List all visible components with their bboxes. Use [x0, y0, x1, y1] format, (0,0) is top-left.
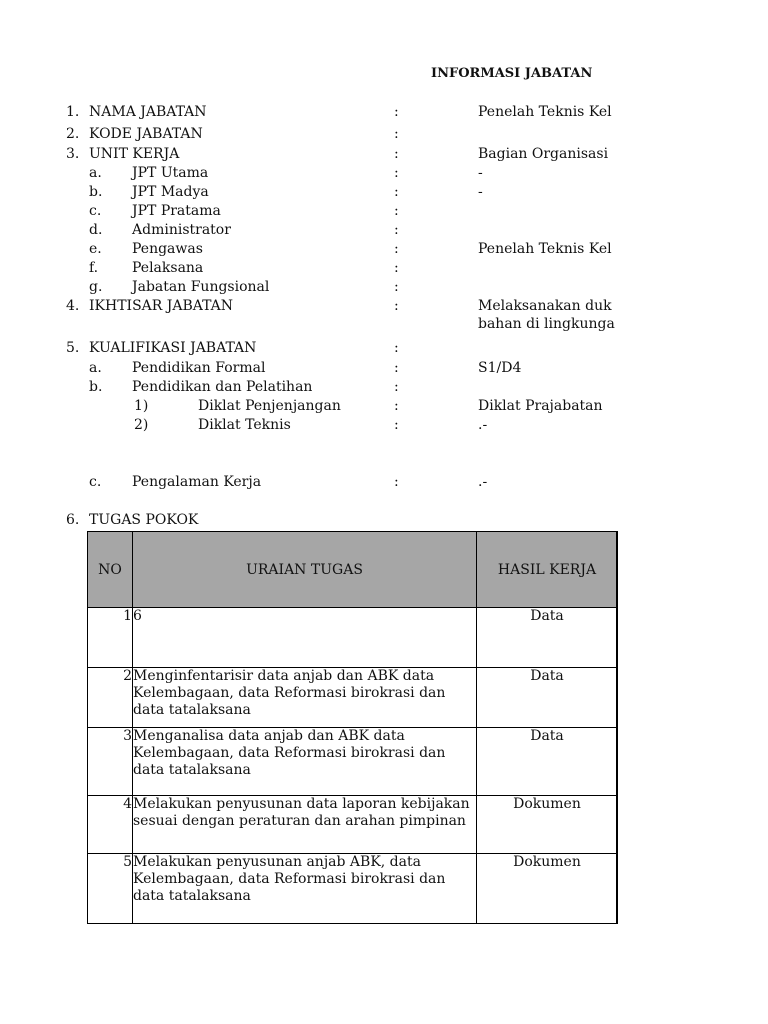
- item-label: JPT Utama: [132, 165, 209, 181]
- item-colon: :: [394, 417, 399, 433]
- item-number: b.: [89, 379, 103, 395]
- item-label: Pendidikan Formal: [132, 360, 266, 376]
- table-row: [88, 608, 618, 668]
- item-label: Pengalaman Kerja: [132, 474, 262, 490]
- table-right-border: [616, 531, 617, 923]
- table-row: [88, 668, 618, 728]
- item-label: Jabatan Fungsional: [132, 279, 270, 295]
- item-label: JPT Pratama: [132, 203, 221, 219]
- row-uraian: Melakukan penyusunan anjab ABK, data Kelembagaan, data Reformasi birokrasi dan data tatalaksana: [133, 854, 477, 924]
- item-number: c.: [89, 474, 102, 490]
- item-number: d.: [89, 222, 103, 238]
- item-label: Pendidikan dan Pelatihan: [132, 379, 313, 395]
- item-value: Penelah Teknis Kel: [478, 241, 612, 257]
- item-value: -: [478, 165, 483, 181]
- item-value: .-: [478, 417, 488, 433]
- item-value: Bagian Organisasi: [478, 146, 609, 162]
- row-uraian: Menganalisa data anjab dan ABK data Kelembagaan, data Reformasi birokrasi dan data tatalaksana: [133, 728, 477, 796]
- item-colon: :: [394, 360, 399, 376]
- header-uraian-tugas: URAIAN TUGAS: [133, 532, 477, 608]
- item-label: JPT Madya: [132, 184, 209, 200]
- item-number: 2): [134, 417, 149, 433]
- item-colon: :: [394, 260, 399, 276]
- row-uraian: 6: [133, 608, 477, 668]
- row-number: 4: [88, 796, 133, 854]
- row-number: 3: [88, 728, 133, 796]
- row-hasil: Data: [477, 728, 618, 796]
- item-value: Penelah Teknis Kel: [478, 104, 612, 120]
- item-colon: :: [394, 222, 399, 238]
- item-colon: :: [394, 146, 399, 162]
- item-colon: :: [394, 298, 399, 314]
- table-row: [88, 728, 618, 796]
- item-label: NAMA JABATAN: [89, 104, 207, 120]
- item-number: 1.: [66, 104, 80, 120]
- item-number: f.: [89, 260, 99, 276]
- item-number: 4.: [66, 298, 80, 314]
- item-number: a.: [89, 165, 102, 181]
- item-number: g.: [89, 279, 103, 295]
- item-value: Melaksanakan duk: [478, 298, 612, 314]
- row-hasil: Data: [477, 668, 618, 728]
- item-number: 2.: [66, 126, 80, 142]
- row-number: 2: [88, 668, 133, 728]
- item-label: Pengawas: [132, 241, 203, 257]
- row-hasil: Dokumen: [477, 796, 618, 854]
- item-label: Administrator: [132, 222, 231, 238]
- tugas-pokok-table: [87, 531, 618, 924]
- item-label: UNIT KERJA: [89, 146, 180, 162]
- document-title: INFORMASI JABATAN: [431, 66, 593, 81]
- item-colon: :: [394, 379, 399, 395]
- section-heading: TUGAS POKOK: [89, 512, 199, 528]
- table-row: [88, 854, 618, 924]
- header-hasil-kerja: HASIL KERJA: [477, 532, 618, 608]
- item-colon: :: [394, 279, 399, 295]
- item-colon: :: [394, 340, 399, 356]
- item-value-continued: bahan di lingkunga: [478, 316, 615, 332]
- item-label: KUALIFIKASI JABATAN: [89, 340, 257, 356]
- item-value: .-: [478, 474, 488, 490]
- row-number: 5: [88, 854, 133, 924]
- item-colon: :: [394, 398, 399, 414]
- row-uraian: Menginfentarisir data anjab dan ABK data Kelembagaan, data Reformasi birokrasi dan data tatalaksana: [133, 668, 477, 728]
- item-label: IKHTISAR JABATAN: [89, 298, 234, 314]
- item-value: -: [478, 184, 483, 200]
- row-hasil: Dokumen: [477, 854, 618, 924]
- item-number: e.: [89, 241, 102, 257]
- item-colon: :: [394, 126, 399, 142]
- table-row: [88, 796, 618, 854]
- item-number: c.: [89, 203, 102, 219]
- item-label: Diklat Penjenjangan: [198, 398, 341, 414]
- item-value: Diklat Prajabatan: [478, 398, 603, 414]
- item-colon: :: [394, 241, 399, 257]
- item-number: 5.: [66, 340, 80, 356]
- row-uraian: Melakukan penyusunan data laporan kebijakan sesuai dengan peraturan dan arahan pimpinan: [133, 796, 477, 854]
- item-label: Pelaksana: [132, 260, 204, 276]
- item-number: 6.: [66, 512, 80, 528]
- item-number: 1): [134, 398, 149, 414]
- header-no: NO: [88, 532, 133, 608]
- row-number: 1: [88, 608, 133, 668]
- item-value: S1/D4: [478, 360, 522, 376]
- row-hasil: Data: [477, 608, 618, 668]
- table-header-row: [88, 532, 618, 608]
- item-number: a.: [89, 360, 102, 376]
- item-colon: :: [394, 203, 399, 219]
- item-label: Diklat Teknis: [198, 417, 291, 433]
- item-label: KODE JABATAN: [89, 126, 203, 142]
- item-number: b.: [89, 184, 103, 200]
- item-number: 3.: [66, 146, 80, 162]
- item-colon: :: [394, 165, 399, 181]
- item-colon: :: [394, 474, 399, 490]
- item-colon: :: [394, 104, 399, 120]
- item-colon: :: [394, 184, 399, 200]
